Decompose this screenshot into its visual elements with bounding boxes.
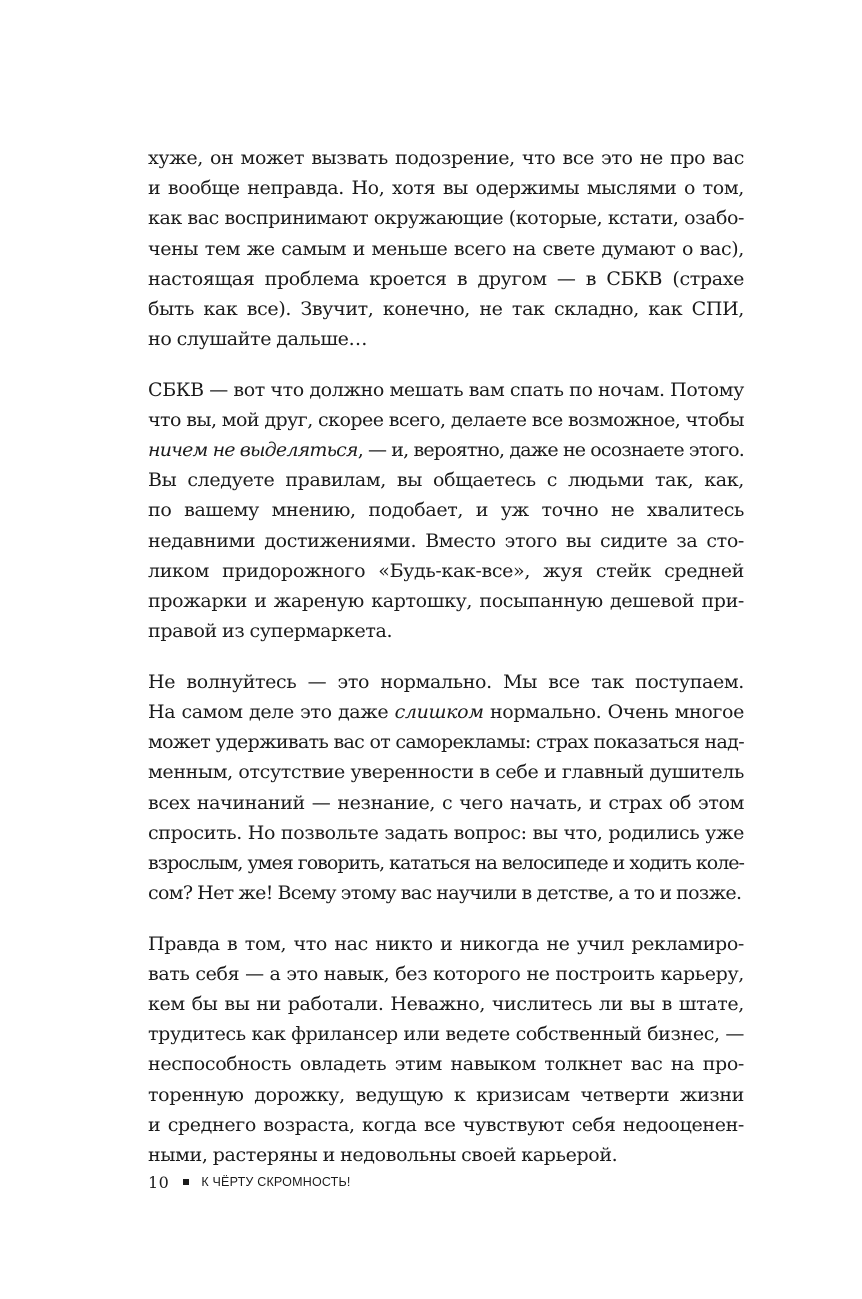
text-line — [148, 495, 744, 525]
text-line — [148, 143, 744, 173]
text-line — [148, 1140, 744, 1170]
text-line — [148, 727, 744, 757]
text-run: но слушайте дальше… — [148, 328, 368, 351]
paragraph — [148, 929, 744, 1171]
text-line — [148, 788, 744, 818]
text-line — [148, 586, 744, 616]
text-run: Правда в том, что нас никто и никогда не учил рекламиро- — [148, 932, 744, 955]
text-run: сом? Нет же! Всему этому вас научили в детстве, а то и позже. — [148, 882, 742, 905]
text-run: ными, растеряны и недовольны своей карьерой. — [148, 1143, 618, 1166]
text-run: трудитесь как фрилансер или ведете собственный бизнес, — — [148, 1023, 744, 1046]
text-line — [148, 435, 744, 465]
text-line — [148, 465, 744, 495]
text-run: правой из супермаркета. — [148, 620, 393, 643]
body-text — [148, 143, 744, 1191]
text-run: Не волнуйтесь — это нормально. Мы все так поступаем. — [148, 670, 744, 693]
text-run: может удерживать вас от саморекламы: страх показаться над- — [148, 731, 744, 754]
text-line — [148, 556, 744, 586]
text-line — [148, 375, 744, 405]
text-line — [148, 757, 744, 787]
text-run: чены тем же самым и меньше всего на свете думают о вас), — [148, 237, 744, 260]
text-line — [148, 405, 744, 435]
text-run: На самом деле это даже — [148, 700, 395, 723]
text-run: настоящая проблема кроется в другом — в СБКВ (страхе — [148, 267, 744, 290]
text-run: ликом придорожного «Будь-как-все», жуя стейк средней — [148, 559, 744, 582]
text-line — [148, 526, 744, 556]
emphasis: ничем не выделяться — [148, 439, 358, 462]
text-run: Вы следуете правилам, вы общаетесь с людьми так, как, — [148, 469, 744, 492]
text-line — [148, 1110, 744, 1140]
text-line — [148, 929, 744, 959]
page-footer — [148, 1171, 351, 1193]
text-line — [148, 848, 744, 878]
running-head: К ЧЁРТУ СКРОМНОСТЬ! — [201, 1175, 351, 1189]
text-run: нормально. Очень многое — [483, 700, 744, 723]
text-run: спросить. Но позвольте задать вопрос: вы что, родились уже — [148, 821, 744, 844]
text-run: взрослым, умея говорить, кататься на велосипеде и ходить коле- — [148, 851, 744, 874]
text-run: по вашему мнению, подобает, и уж точно не хвалитесь — [148, 499, 744, 522]
text-line — [148, 959, 744, 989]
text-run: менным, отсутствие уверенности в себе и главный душитель — [148, 761, 744, 784]
emphasis: слишком — [394, 700, 484, 723]
page-number: 10 — [148, 1172, 170, 1192]
black-square-icon — [183, 1179, 189, 1185]
text-line — [148, 878, 744, 908]
text-run: , — и, вероятно, даже не осознаете этого. — [357, 439, 745, 462]
text-run: вать себя — а это навык, без которого не построить карьеру, — [148, 962, 744, 985]
text-run: прожарки и жареную картошку, посыпанную дешевой при- — [148, 590, 744, 613]
text-line — [148, 294, 744, 324]
text-line — [148, 234, 744, 264]
text-run: недавними достижениями. Вместо этого вы сидите за сто- — [148, 529, 744, 552]
text-line — [148, 667, 744, 697]
text-run: торенную дорожку, ведущую к кризисам четверти жизни — [148, 1083, 744, 1106]
text-run: СБКВ — вот что должно мешать вам спать по ночам. Потому — [148, 378, 744, 401]
paragraph — [148, 375, 744, 647]
text-run: что вы, мой друг, скорее всего, делаете все возможное, чтобы — [148, 408, 744, 431]
text-line — [148, 818, 744, 848]
text-line — [148, 616, 744, 646]
text-run: всех начинаний — незнание, с чего начать, и страх об этом — [148, 791, 744, 814]
text-line — [148, 1080, 744, 1110]
text-line — [148, 324, 744, 354]
text-run: и вообще неправда. Но, хотя вы одержимы мыслями о том, — [148, 177, 744, 200]
text-run: быть как все). Звучит, конечно, не так складно, как СПИ, — [148, 297, 744, 320]
text-run: хуже, он может вызвать подозрение, что все это не про вас — [148, 147, 744, 169]
text-run: неспособность овладеть этим навыком толкнет вас на про- — [148, 1053, 744, 1076]
text-run: как вас воспринимают окружающие (которые, кстати, озабо- — [148, 207, 744, 230]
text-line — [148, 203, 744, 233]
text-line — [148, 697, 744, 727]
paragraph — [148, 143, 744, 354]
text-line — [148, 1019, 744, 1049]
text-line — [148, 989, 744, 1019]
text-run: и среднего возраста, когда все чувствуют себя недооценен- — [148, 1113, 744, 1136]
text-run: кем бы вы ни работали. Неважно, числитесь ли вы в штате, — [148, 993, 744, 1016]
text-line — [148, 264, 744, 294]
text-line — [148, 173, 744, 203]
text-line — [148, 1049, 744, 1079]
paragraph — [148, 667, 744, 909]
